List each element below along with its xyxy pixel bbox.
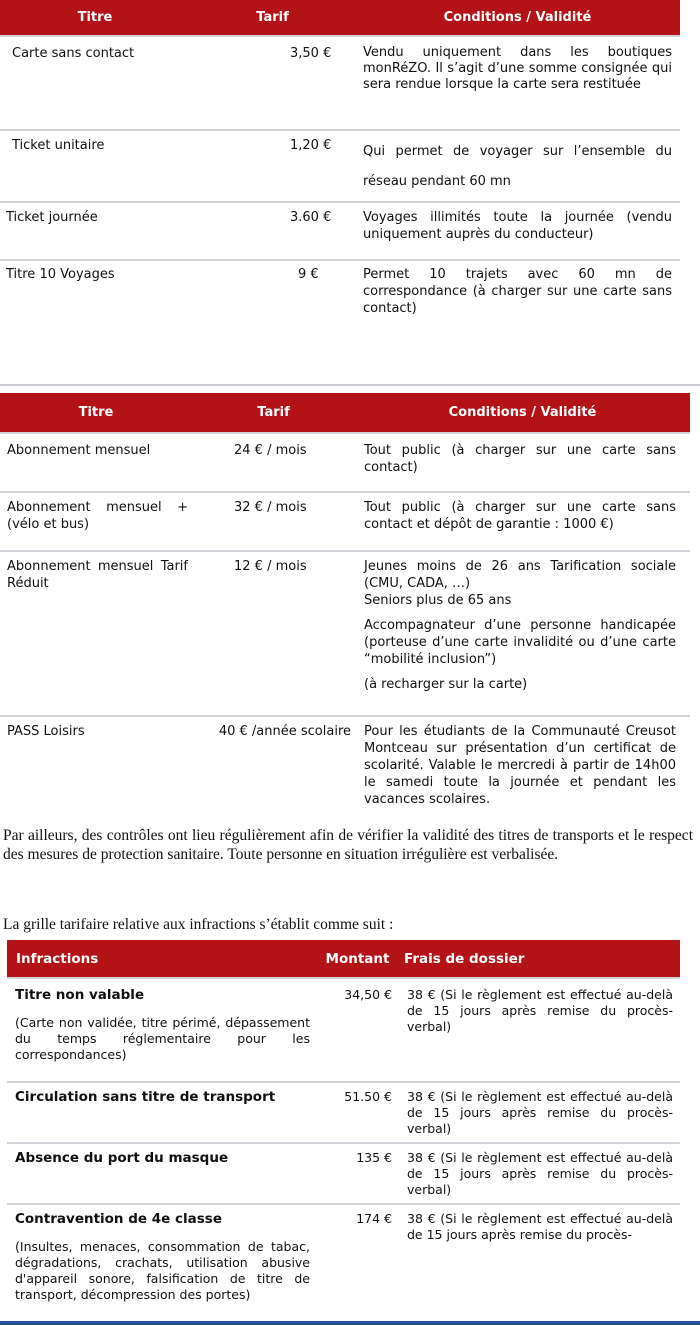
header-conditions: Conditions / Validité (355, 393, 690, 433)
table-row (7, 1204, 680, 1322)
condition-line: Jeunes moins de 26 ans Tarification sociale (CMU, CADA, …) (364, 559, 676, 591)
table-header (0, 393, 690, 433)
table-header (0, 0, 680, 36)
cell-frais: 38 € (Si le règlement est effectué au-delà de 15 jours après remise du procès-verbal) (395, 1143, 680, 1204)
header-titre: Titre (0, 393, 192, 433)
cell-tarif: 1,20 € (190, 130, 355, 202)
bottom-border (0, 1321, 700, 1325)
section-divider (0, 384, 700, 386)
cell-infraction (7, 1143, 320, 1204)
cell-frais: 38 € (Si le règlement est effectué au-delà de 15 jours après remise du procès-verbal) (395, 978, 680, 1082)
cell-conditions: Tout public (à charger sur une carte sans contact et dépôt de garantie : 1000 €) (355, 492, 690, 551)
table-row (0, 130, 680, 202)
cell-tarif: 3.60 € (190, 202, 355, 260)
table-row (0, 551, 690, 716)
table-header (7, 940, 680, 978)
infractions-table (7, 940, 680, 1322)
table-row (7, 978, 680, 1082)
cell-titre: Abonnement mensuel Tarif Réduit (0, 551, 192, 716)
infraction-title: Contravention de 4e classe (15, 1211, 222, 1227)
header-tarif: Tarif (190, 0, 355, 36)
cell-tarif: 32 € / mois (192, 492, 355, 551)
table-row (0, 492, 690, 551)
infraction-title: Titre non valable (15, 987, 145, 1003)
header-tarif: Tarif (192, 393, 355, 433)
cell-conditions: Qui permet de voyager sur l’ensemble du réseau pendant 60 mn (355, 130, 680, 202)
infraction-title: Absence du port du masque (15, 1150, 229, 1166)
cell-titre: Carte sans contact (0, 36, 190, 130)
cell-frais: 38 € (Si le règlement est effectué au-delà de 15 jours après remise du procès- (395, 1204, 680, 1322)
cell-conditions: Vendu uniquement dans les boutiques monRéZO. Il s’agit d’une somme consignée qui sera rendue lorsque la carte sera restituée (355, 36, 680, 130)
condition-line: (à recharger sur la carte) (364, 677, 528, 692)
paragraph-controls: Par ailleurs, des contrôles ont lieu régulièrement afin de vérifier la validité des titres de transports et le respect des mesures de protection sanitaire. Toute personne en situation irrégulière est verbalisée. (3, 827, 693, 863)
cell-titre: Abonnement mensuel (0, 433, 192, 492)
infraction-description: (Insultes, menaces, consommation de tabac, dégradations, crachats, utilisation abusive d'appareil sonore, falsification de titre de transport, décompression des portes) (15, 1239, 310, 1302)
cell-infraction (7, 1204, 320, 1322)
table-row (7, 1082, 680, 1143)
cell-montant: 51.50 € (320, 1082, 395, 1143)
table-row (0, 260, 680, 382)
infraction-title: Circulation sans titre de transport (15, 1089, 276, 1105)
cell-montant: 34,50 € (320, 978, 395, 1082)
cell-infraction (7, 978, 320, 1082)
cell-conditions: Tout public (à charger sur une carte sans contact) (355, 433, 690, 492)
cell-conditions (355, 551, 690, 716)
header-frais: Frais de dossier (395, 940, 680, 978)
cell-titre: Ticket journée (0, 202, 190, 260)
cell-tarif: 3,50 € (190, 36, 355, 130)
condition-line: Accompagnateur d’une personne handicapée (porteuse d’une carte invalidité ou d’une carte “mobilité inclusion”) (364, 618, 676, 667)
tariff-table-titles (0, 0, 680, 382)
tariff-table-subscriptions (0, 393, 690, 811)
cell-tarif: 24 € / mois (192, 433, 355, 492)
cell-conditions: Pour les étudiants de la Communauté Creusot Montceau sur présentation d’un certificat de scolarité. Valable le mercredi à partir de 14h00 le samedi toute la journée et pendant les vacances scolaires. (355, 716, 690, 811)
cell-tarif: 9 € (190, 260, 355, 382)
condition-line: Seniors plus de 65 ans (364, 593, 512, 608)
header-montant: Montant (320, 940, 395, 978)
cell-tarif: 12 € / mois (192, 551, 355, 716)
cell-montant: 135 € (320, 1143, 395, 1204)
header-titre: Titre (0, 0, 190, 36)
infraction-description: (Carte non validée, titre périmé, dépassement du temps réglementaire pour les correspondances) (15, 1015, 310, 1062)
cell-titre: Abonnement mensuel + (vélo et bus) (0, 492, 192, 551)
table-row (0, 36, 680, 130)
cell-conditions: Voyages illimités toute la journée (vendu uniquement auprès du conducteur) (355, 202, 680, 260)
cell-montant: 174 € (320, 1204, 395, 1322)
table-row (0, 716, 690, 811)
cell-tarif: 40 € /année scolaire (192, 716, 355, 811)
cell-titre: Titre 10 Voyages (0, 260, 190, 382)
header-infractions: Infractions (7, 940, 320, 978)
paragraph-grid-intro: La grille tarifaire relative aux infractions s’établit comme suit : (3, 916, 394, 933)
table-row (0, 202, 680, 260)
table-row (7, 1143, 680, 1204)
cell-infraction (7, 1082, 320, 1143)
cell-conditions: Permet 10 trajets avec 60 mn de correspondance (à charger sur une carte sans contact) (355, 260, 680, 382)
cell-titre: PASS Loisirs (0, 716, 192, 811)
cell-titre: Ticket unitaire (0, 130, 190, 202)
table-row (0, 433, 690, 492)
cell-frais: 38 € (Si le règlement est effectué au-delà de 15 jours après remise du procès-verbal) (395, 1082, 680, 1143)
header-conditions: Conditions / Validité (355, 0, 680, 36)
